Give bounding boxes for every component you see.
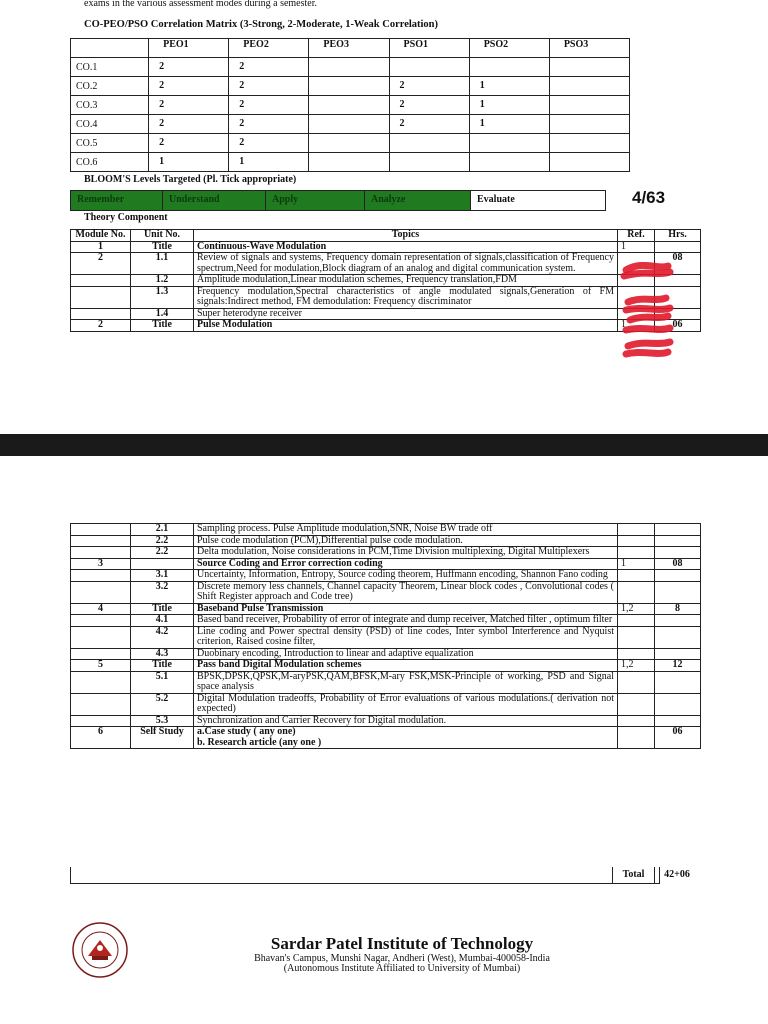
hours-value: [655, 241, 701, 253]
module-number: [71, 524, 131, 536]
hours-value: 06: [655, 320, 701, 332]
reference-number: [618, 615, 655, 627]
syllabus-row: [71, 603, 701, 615]
module-number: [71, 581, 131, 603]
module-number: [71, 626, 131, 648]
unit-number: Title: [131, 241, 194, 253]
unit-number: 2.1: [131, 524, 194, 536]
bloom-levels-bar: [70, 190, 606, 211]
topic-text: a.Case study ( any one) b. Research article (any one ): [194, 727, 618, 749]
matrix-cell: [389, 134, 469, 153]
module-number: 5: [71, 660, 131, 672]
matrix-row: [71, 77, 630, 96]
matrix-cell: 2: [389, 96, 469, 115]
syllabus-row: [71, 308, 701, 320]
bloom-title: BLOOM'S Levels Targeted (Pl. Tick appropriate): [84, 174, 297, 185]
hours-value: [655, 524, 701, 536]
reference-number: 1: [618, 558, 655, 570]
unit-number: 1.4: [131, 308, 194, 320]
matrix-corner-cell: [71, 39, 149, 58]
bloom-level-analyze: Analyze: [365, 191, 471, 210]
module-number: 6: [71, 727, 131, 749]
unit-number: 3.1: [131, 570, 194, 582]
total-row: [70, 867, 690, 884]
matrix-cell: 2: [149, 58, 229, 77]
unit-number: Title: [131, 320, 194, 332]
hours-value: 06: [655, 727, 701, 749]
hours-value: [655, 626, 701, 648]
matrix-cell: [309, 96, 389, 115]
matrix-cell: 2: [229, 77, 309, 96]
reference-number: [618, 547, 655, 559]
matrix-cell: [389, 153, 469, 172]
header-topics: Topics: [194, 230, 618, 242]
matrix-header: PEO2: [229, 39, 309, 58]
unit-number: 3.2: [131, 581, 194, 603]
hours-value: 8: [655, 603, 701, 615]
header-module: Module No.: [71, 230, 131, 242]
reference-number: [618, 648, 655, 660]
syllabus-row: [71, 320, 701, 332]
header-ref: Ref.: [618, 230, 655, 242]
matrix-row: [71, 96, 630, 115]
module-number: [71, 648, 131, 660]
syllabus-row: [71, 581, 701, 603]
syllabus-row: [71, 241, 701, 253]
matrix-cell: [309, 115, 389, 134]
matrix-cell: 1: [229, 153, 309, 172]
unit-number: 5.1: [131, 671, 194, 693]
matrix-cell: [309, 134, 389, 153]
topic-text: Source Coding and Error correction coding: [194, 558, 618, 570]
syllabus-page-top: [0, 0, 768, 434]
syllabus-row: [71, 615, 701, 627]
syllabus-row: [71, 727, 701, 749]
institute-name: Sardar Patel Institute of Technology: [270, 934, 534, 953]
syllabus-row: [71, 648, 701, 660]
red-marker-scribbles: [618, 262, 698, 382]
header-hrs: Hrs.: [655, 230, 701, 242]
bloom-level-understand: Understand: [163, 191, 266, 210]
unit-number: 4.3: [131, 648, 194, 660]
topic-text: Continuous-Wave Modulation: [194, 241, 618, 253]
matrix-cell: 1: [149, 153, 229, 172]
syllabus-row: [71, 715, 701, 727]
topic-text: Pulse code modulation (PCM),Differential pulse code modulation.: [194, 535, 618, 547]
unit-number: 1.2: [131, 275, 194, 287]
matrix-row: [71, 134, 630, 153]
matrix-cell: 2: [389, 77, 469, 96]
total-value: 42+06: [664, 869, 690, 880]
topic-text: Frequency modulation,Spectral characteristics of angle modulated signals,Generation of FM signals:Indirect method, FM demodulation: Frequency discriminator: [194, 286, 618, 308]
syllabus-header-row: [71, 230, 701, 242]
co-label: CO.4: [71, 115, 149, 134]
matrix-cell: [469, 153, 549, 172]
module-number: [71, 547, 131, 559]
topic-text: Delta modulation, Noise considerations in PCM,Time Division multiplexing, Digital Multiplexers: [194, 547, 618, 559]
matrix-cell: 2: [229, 115, 309, 134]
hours-value: 08: [655, 558, 701, 570]
reference-number: [618, 581, 655, 603]
unit-number: 4.1: [131, 615, 194, 627]
matrix-cell: [309, 77, 389, 96]
module-number: 2: [71, 253, 131, 275]
module-number: 4: [71, 603, 131, 615]
matrix-cell: [549, 96, 629, 115]
reference-number: [618, 626, 655, 648]
module-number: 1: [71, 241, 131, 253]
reference-number: 1: [618, 320, 655, 332]
matrix-cell: [549, 134, 629, 153]
total-label: Total: [612, 867, 655, 883]
matrix-row: [71, 58, 630, 77]
matrix-header: PEO1: [149, 39, 229, 58]
co-label: CO.2: [71, 77, 149, 96]
module-number: [71, 308, 131, 320]
unit-number: [131, 558, 194, 570]
matrix-cell: [469, 134, 549, 153]
matrix-cell: 2: [149, 77, 229, 96]
hours-value: [655, 535, 701, 547]
syllabus-row: [71, 275, 701, 287]
reference-number: [618, 671, 655, 693]
intro-line: exams in the various assessment modes during a semester.: [84, 0, 318, 9]
co-label: CO.3: [71, 96, 149, 115]
unit-number: Title: [131, 660, 194, 672]
matrix-cell: 2: [389, 115, 469, 134]
module-number: 2: [71, 320, 131, 332]
syllabus-table-top: [70, 229, 701, 332]
reference-number: 1,2: [618, 603, 655, 615]
matrix-header: PSO3: [549, 39, 629, 58]
matrix-cell: 1: [469, 96, 549, 115]
topic-text: Super heterodyne receiver: [194, 308, 618, 320]
topic-text: Pass band Digital Modulation schemes: [194, 660, 618, 672]
matrix-cell: [469, 58, 549, 77]
co-correlation-matrix: [70, 38, 630, 172]
syllabus-row: [71, 570, 701, 582]
unit-number: Title: [131, 603, 194, 615]
syllabus-row: [71, 693, 701, 715]
reference-number: [618, 727, 655, 749]
module-number: 3: [71, 558, 131, 570]
matrix-cell: 2: [229, 58, 309, 77]
unit-number: 2.2: [131, 535, 194, 547]
matrix-cell: 2: [149, 96, 229, 115]
syllabus-row: [71, 253, 701, 275]
hours-value: [655, 671, 701, 693]
hours-value: [655, 693, 701, 715]
reference-number: [618, 693, 655, 715]
topic-text: Uncertainty, Information, Entropy, Source coding theorem, Huffmann encoding, Shannon Fano coding: [194, 570, 618, 582]
unit-number: 5.3: [131, 715, 194, 727]
matrix-cell: [309, 153, 389, 172]
module-number: [71, 286, 131, 308]
topic-text: BPSK,DPSK,QPSK,M-aryPSK,QAM,BFSK,M-ary FSK,MSK-Principle of working, PSD and Signal space analysis: [194, 671, 618, 693]
bloom-level-evaluate: Evaluate: [471, 191, 605, 210]
hours-value: 12: [655, 660, 701, 672]
hours-value: [655, 615, 701, 627]
topic-text: Amplitude modulation,Linear modulation schemes, Frequency translation,FDM: [194, 275, 618, 287]
unit-number: 1.3: [131, 286, 194, 308]
matrix-cell: [549, 115, 629, 134]
reference-number: [618, 570, 655, 582]
co-label: CO.6: [71, 153, 149, 172]
matrix-cell: 1: [469, 115, 549, 134]
module-number: [71, 715, 131, 727]
hours-value: [655, 648, 701, 660]
reference-number: [618, 715, 655, 727]
matrix-cell: [389, 58, 469, 77]
syllabus-table-bottom: [70, 523, 701, 749]
unit-number: 1.1: [131, 253, 194, 275]
syllabus-row: [71, 626, 701, 648]
module-number: [71, 671, 131, 693]
matrix-cell: 1: [469, 77, 549, 96]
matrix-row: [71, 153, 630, 172]
matrix-cell: [309, 58, 389, 77]
header-unit: Unit No.: [131, 230, 194, 242]
matrix-cell: [549, 77, 629, 96]
syllabus-page-bottom: [0, 456, 768, 1024]
co-label: CO.1: [71, 58, 149, 77]
unit-number: 4.2: [131, 626, 194, 648]
topic-text: Synchronization and Carrier Recovery for Digital modulation.: [194, 715, 618, 727]
unit-number: 5.2: [131, 693, 194, 715]
matrix-cell: 2: [229, 134, 309, 153]
matrix-cell: 2: [229, 96, 309, 115]
matrix-header: PEO3: [309, 39, 389, 58]
institute-affiliation: (Autonomous Institute Affiliated to University of Mumbai): [283, 963, 521, 974]
module-number: [71, 693, 131, 715]
bloom-level-remember: Remember: [71, 191, 163, 210]
matrix-title: CO-PEO/PSO Correlation Matrix (3-Strong, 2-Moderate, 1-Weak Correlation): [84, 19, 439, 30]
syllabus-row: [71, 558, 701, 570]
institute-logo-icon: [66, 920, 134, 980]
module-number: [71, 615, 131, 627]
syllabus-row: [71, 524, 701, 536]
reference-number: 1,2: [618, 660, 655, 672]
unit-number: 2.2: [131, 547, 194, 559]
hours-value: 08: [655, 253, 701, 275]
matrix-cell: 2: [149, 134, 229, 153]
matrix-cell: [549, 153, 629, 172]
reference-number: [618, 535, 655, 547]
syllabus-row: [71, 660, 701, 672]
syllabus-row: [71, 671, 701, 693]
topic-text: Discrete memory less channels, Channel capacity Theorem, Linear block codes , Convolutional codes ( Shift Register approach and Code tree): [194, 581, 618, 603]
matrix-cell: [549, 58, 629, 77]
hours-value: [655, 570, 701, 582]
topic-text: Baseband Pulse Transmission: [194, 603, 618, 615]
matrix-header: PSO2: [469, 39, 549, 58]
matrix-row: [71, 115, 630, 134]
module-number: [71, 535, 131, 547]
topic-text: Duobinary encoding, Introduction to linear and adaptive equalization: [194, 648, 618, 660]
matrix-header-row: [71, 39, 630, 58]
co-label: CO.5: [71, 134, 149, 153]
institute-address: Bhavan's Campus, Munshi Nagar, Andheri (West), Mumbai-400058-India: [254, 953, 550, 964]
topic-text: Digital Modulation tradeoffs, Probability of Error evaluations of various modulations.( derivation not expected): [194, 693, 618, 715]
syllabus-row: [71, 547, 701, 559]
page-divider: [0, 434, 768, 456]
module-number: [71, 570, 131, 582]
topic-text: Line coding and Power spectral density (PSD) of line codes, Inter symbol Interference and Nyquist criterion, Raised cosine filter,: [194, 626, 618, 648]
reference-number: 1: [618, 241, 655, 253]
topic-text: Sampling process. Pulse Amplitude modulation,SNR, Noise BW trade off: [194, 524, 618, 536]
matrix-cell: 2: [149, 115, 229, 134]
bloom-level-apply: Apply: [266, 191, 365, 210]
topic-text: Based band receiver, Probability of error of integrate and dump receiver, Matched filter , optimum filter: [194, 615, 618, 627]
topic-text: Review of signals and systems, Frequency domain representation of signals,classification of Frequency spectrum,Need for modulation,Block diagram of an analog and digital communication system.: [194, 253, 618, 275]
handwritten-page-number: 4/63: [632, 188, 666, 207]
hours-value: [655, 581, 701, 603]
hours-value: [655, 547, 701, 559]
theory-component-label: Theory Component: [84, 212, 168, 223]
module-number: [71, 275, 131, 287]
hours-value: [655, 715, 701, 727]
syllabus-row: [71, 286, 701, 308]
unit-number: Self Study: [131, 727, 194, 749]
syllabus-row: [71, 535, 701, 547]
topic-text: Pulse Modulation: [194, 320, 618, 332]
matrix-header: PSO1: [389, 39, 469, 58]
reference-number: [618, 524, 655, 536]
